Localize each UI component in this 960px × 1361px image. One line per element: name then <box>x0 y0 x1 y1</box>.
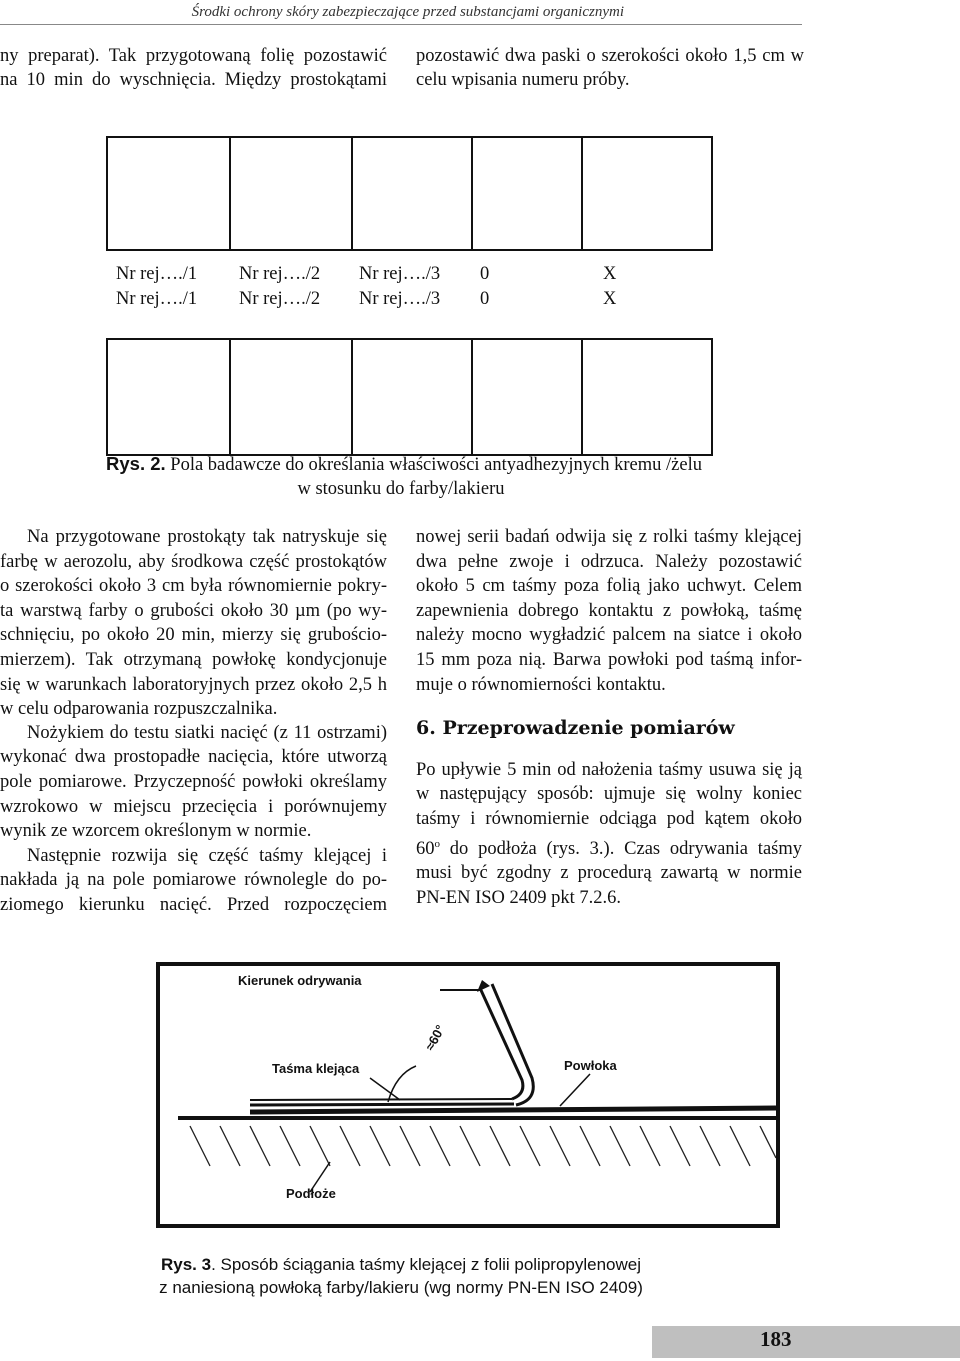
tape-peeled-outer <box>492 984 533 1105</box>
paragraph <box>0 844 387 918</box>
grid-label: Nr rej…./3 <box>359 264 441 284</box>
text-line: musi być zgodny z procedurą zawartą w normie <box>416 863 802 884</box>
text-line: w następujący sposób: ujmuje się wolny koniec <box>416 784 802 805</box>
text-line: dwa pełne zwoje i odrzuca. Należy pozostawić <box>416 551 802 572</box>
grid-cell <box>107 339 230 455</box>
figure-3-caption-line: z naniesioną powłoką farby/lakieru (wg normy PN-EN ISO 2409) <box>159 1278 643 1297</box>
text-line: wykonać dwa prostopadłe nacięcia, które utworzą <box>0 747 387 768</box>
text-line: należy mocno wygładzić palcem na siatce i około <box>416 625 802 646</box>
label-peel-direction: Kierunek odrywania <box>238 973 362 988</box>
grid-cell <box>472 339 582 455</box>
page-number: 183 <box>760 1327 792 1351</box>
paragraph <box>416 758 802 911</box>
grid-cell <box>230 137 352 250</box>
tape-flat-top <box>250 1099 512 1100</box>
label-substrate: Podłoże <box>286 1186 336 1201</box>
grid-label: X <box>603 289 617 309</box>
text-line: się w warunkach laboratoryjnych przez około 2,5 h <box>0 674 387 695</box>
text-line: taśmy i równomiernie odciąga pod kątem około <box>416 808 802 829</box>
grid-cell <box>107 137 230 250</box>
grid-cell <box>352 137 472 250</box>
text-line: PN-EN ISO 2409 pkt 7.2.6. <box>416 887 622 908</box>
grid-label: Nr rej…./1 <box>116 289 198 309</box>
intro-right <box>416 44 804 92</box>
text-line: Na przygotowane prostokąty tak natryskuje się <box>27 527 387 547</box>
grid-label: X <box>603 264 617 284</box>
label-coating: Powłoka <box>564 1058 617 1073</box>
intro-right-line: pozostawić dwa paski o szerokości około 1,5 cm w <box>416 46 804 66</box>
grid-strip-cell <box>582 250 712 339</box>
text-line: Nożykiem do testu siatki nacięć (z 11 ostrzami) <box>27 722 387 743</box>
running-header: Środki ochrony skóry zabezpieczające przed substancjami organicznymi <box>191 4 624 20</box>
text-line: muje o równomierności kontaktu. <box>416 674 666 695</box>
grid-cell <box>582 137 712 250</box>
label-adhesive-tape: Taśma klejąca <box>272 1061 360 1076</box>
degree-superscript: o <box>434 837 440 850</box>
intro-left <box>0 44 387 92</box>
left-column <box>0 525 387 918</box>
figure-2-label: Rys. 2. <box>106 453 166 474</box>
grid-label: 0 <box>480 289 490 309</box>
paragraph <box>416 525 802 697</box>
grid-label: 0 <box>480 264 490 284</box>
figure-3-label: Rys. 3 <box>160 1255 212 1274</box>
grid-label: Nr rej…./3 <box>359 289 441 309</box>
grid-cell <box>352 339 472 455</box>
tape-leader <box>370 1078 400 1100</box>
text-line: ziomego kierunku nacięć. Przed rozpoczęciem <box>0 894 387 915</box>
grid-label: Nr rej…./2 <box>239 289 321 309</box>
text-line: nowej serii badań odwija się z rolki taśmy klejącej <box>416 527 802 547</box>
grid-cell <box>230 339 352 455</box>
right-column <box>416 525 802 910</box>
text-line: ta warstwą farby o grubości około 30 µm (po wy- <box>0 600 387 621</box>
figure-2-caption-line: w stosunku do farby/lakieru <box>297 479 505 499</box>
paragraph <box>0 525 387 722</box>
grid-label: Nr rej…./2 <box>239 264 321 284</box>
paragraph <box>0 721 387 844</box>
text-line: wzrokowo w miejscu przecięcia i porównujemy <box>0 796 387 817</box>
angle-arc <box>388 1066 416 1102</box>
text-fragment: do podłoża (rys. 3.). Czas odrywania taśmy <box>440 838 802 859</box>
text-line: w celu odparowania rozpuszczalnika. <box>0 699 278 720</box>
text-line: mierzem). Tak otrzymaną powłokę kondycjonuje <box>0 649 387 670</box>
grid-label: Nr rej…./1 <box>116 264 198 284</box>
text-line <box>416 832 802 862</box>
peel-test-illustration <box>160 966 776 1224</box>
text-line: 15 mm poza nią. Barwa powłoki pod taśmą infor- <box>416 649 802 670</box>
figure-2-caption-line: Pola badawcze do określania właściwości antyadhezyjnych kremu /żelu <box>170 455 702 475</box>
intro-right-line: celu wpisania numeru próby. <box>416 70 630 90</box>
figure-3-diagram <box>156 962 780 1228</box>
angle-value: 60 <box>416 838 435 859</box>
grid-cell <box>582 339 712 455</box>
text-line: Następnie rozwija się część taśmy klejącej i <box>27 845 387 866</box>
coating-leader <box>560 1074 590 1106</box>
figure-2-caption <box>0 452 802 501</box>
label-angle: ≈60° <box>422 1022 448 1054</box>
direction-arrow-head <box>477 980 490 992</box>
intro-left-line: na 10 min do wyschnięcia. Między prostokątami <box>0 70 387 90</box>
figure-3-caption-line: . Sposób ściągania taśmy klejącej z folii polipropylenowej <box>211 1255 642 1274</box>
coating-layer <box>250 1108 776 1112</box>
figure-3-caption <box>0 1253 802 1299</box>
text-line: Po upływie 5 min od nałożenia taśmy usuwa się ją <box>416 759 802 780</box>
text-line: nakłada ją na pole pomiarowe równolegle do po- <box>0 870 387 891</box>
section-heading: 6. Przeprowadzenie pomiarów <box>416 717 735 740</box>
text-line: wynik ze wzorcem określonym w normie. <box>0 821 312 842</box>
text-line: farbę w aerozolu, aby środkowa część prostokątów <box>0 551 387 572</box>
grid-cell <box>472 137 582 250</box>
text-line: zapewnienia dobrego kontaktu z powłoką, taśmę <box>416 600 802 621</box>
intro-left-line: ny preparat). Tak przygotowaną folię pozostawić <box>0 46 387 66</box>
header-divider <box>0 24 802 25</box>
text-line: około 5 cm taśmy poza folią jako uchwyt. Celem <box>416 576 802 597</box>
text-line: o szerokości około 3 cm była równomiernie pokry- <box>0 576 387 597</box>
tape-flat <box>250 1104 514 1105</box>
footer-bar <box>652 1326 960 1358</box>
text-line: pole pomiarowe. Przyczepność powłoki określamy <box>0 771 387 792</box>
text-line: schnięciu, po około 20 min, mierzy się grubościo- <box>0 625 387 646</box>
